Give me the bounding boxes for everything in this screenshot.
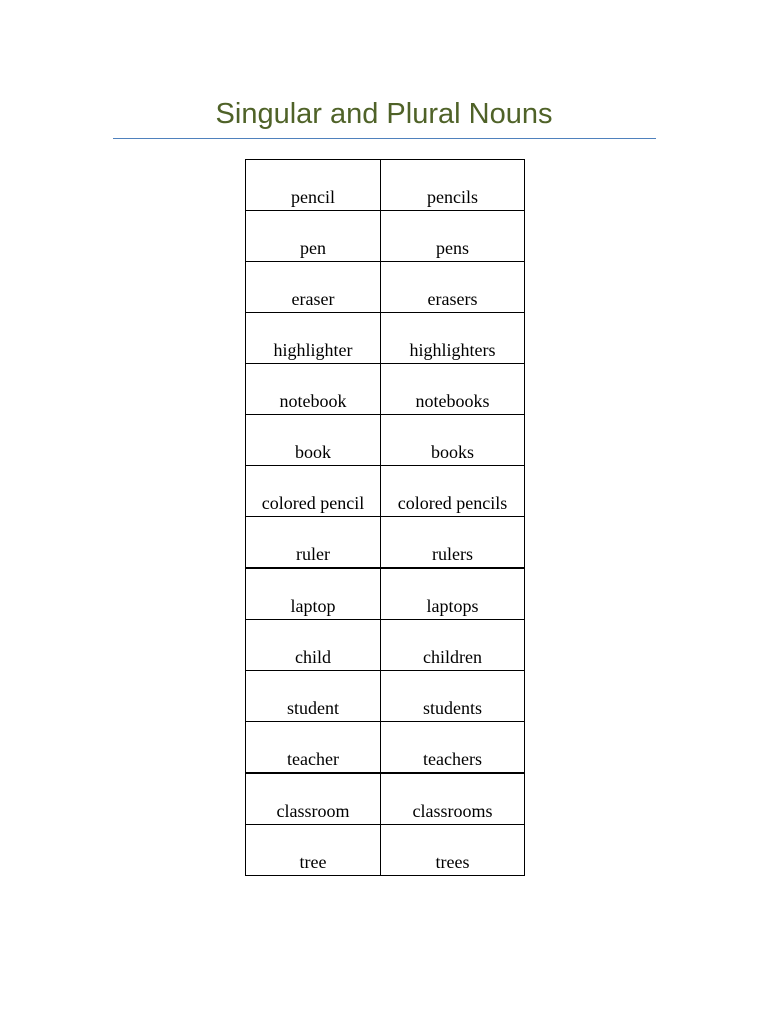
table-row: [246, 211, 525, 262]
singular-cell: colored pencil: [246, 466, 381, 517]
table-row: [246, 671, 525, 722]
table-row: [246, 364, 525, 415]
singular-cell: laptop: [246, 568, 381, 620]
singular-cell: pen: [246, 211, 381, 262]
singular-cell: student: [246, 671, 381, 722]
table-row: [246, 415, 525, 466]
plural-cell: colored pencils: [381, 466, 525, 517]
singular-cell: notebook: [246, 364, 381, 415]
plural-cell: books: [381, 415, 525, 466]
table-row: [246, 568, 525, 620]
plural-cell: erasers: [381, 262, 525, 313]
plural-cell: trees: [381, 825, 525, 876]
title-underline: [113, 138, 656, 139]
nouns-table: [245, 159, 525, 876]
plural-cell: students: [381, 671, 525, 722]
plural-cell: highlighters: [381, 313, 525, 364]
table-row: [246, 466, 525, 517]
table-row: [246, 160, 525, 211]
table-row: [246, 313, 525, 364]
singular-cell: pencil: [246, 160, 381, 211]
singular-cell: highlighter: [246, 313, 381, 364]
table-row: [246, 620, 525, 671]
table-row: [246, 825, 525, 876]
plural-cell: classrooms: [381, 773, 525, 825]
singular-cell: teacher: [246, 722, 381, 774]
table-row: [246, 773, 525, 825]
table-row: [246, 722, 525, 774]
plural-cell: rulers: [381, 517, 525, 569]
singular-cell: classroom: [246, 773, 381, 825]
singular-cell: child: [246, 620, 381, 671]
singular-cell: ruler: [246, 517, 381, 569]
singular-cell: book: [246, 415, 381, 466]
singular-cell: tree: [246, 825, 381, 876]
plural-cell: children: [381, 620, 525, 671]
singular-cell: eraser: [246, 262, 381, 313]
table-row: [246, 262, 525, 313]
page-title: Singular and Plural Nouns: [215, 98, 553, 130]
plural-cell: pencils: [381, 160, 525, 211]
table-row: [246, 517, 525, 569]
plural-cell: laptops: [381, 568, 525, 620]
plural-cell: pens: [381, 211, 525, 262]
plural-cell: teachers: [381, 722, 525, 774]
plural-cell: notebooks: [381, 364, 525, 415]
